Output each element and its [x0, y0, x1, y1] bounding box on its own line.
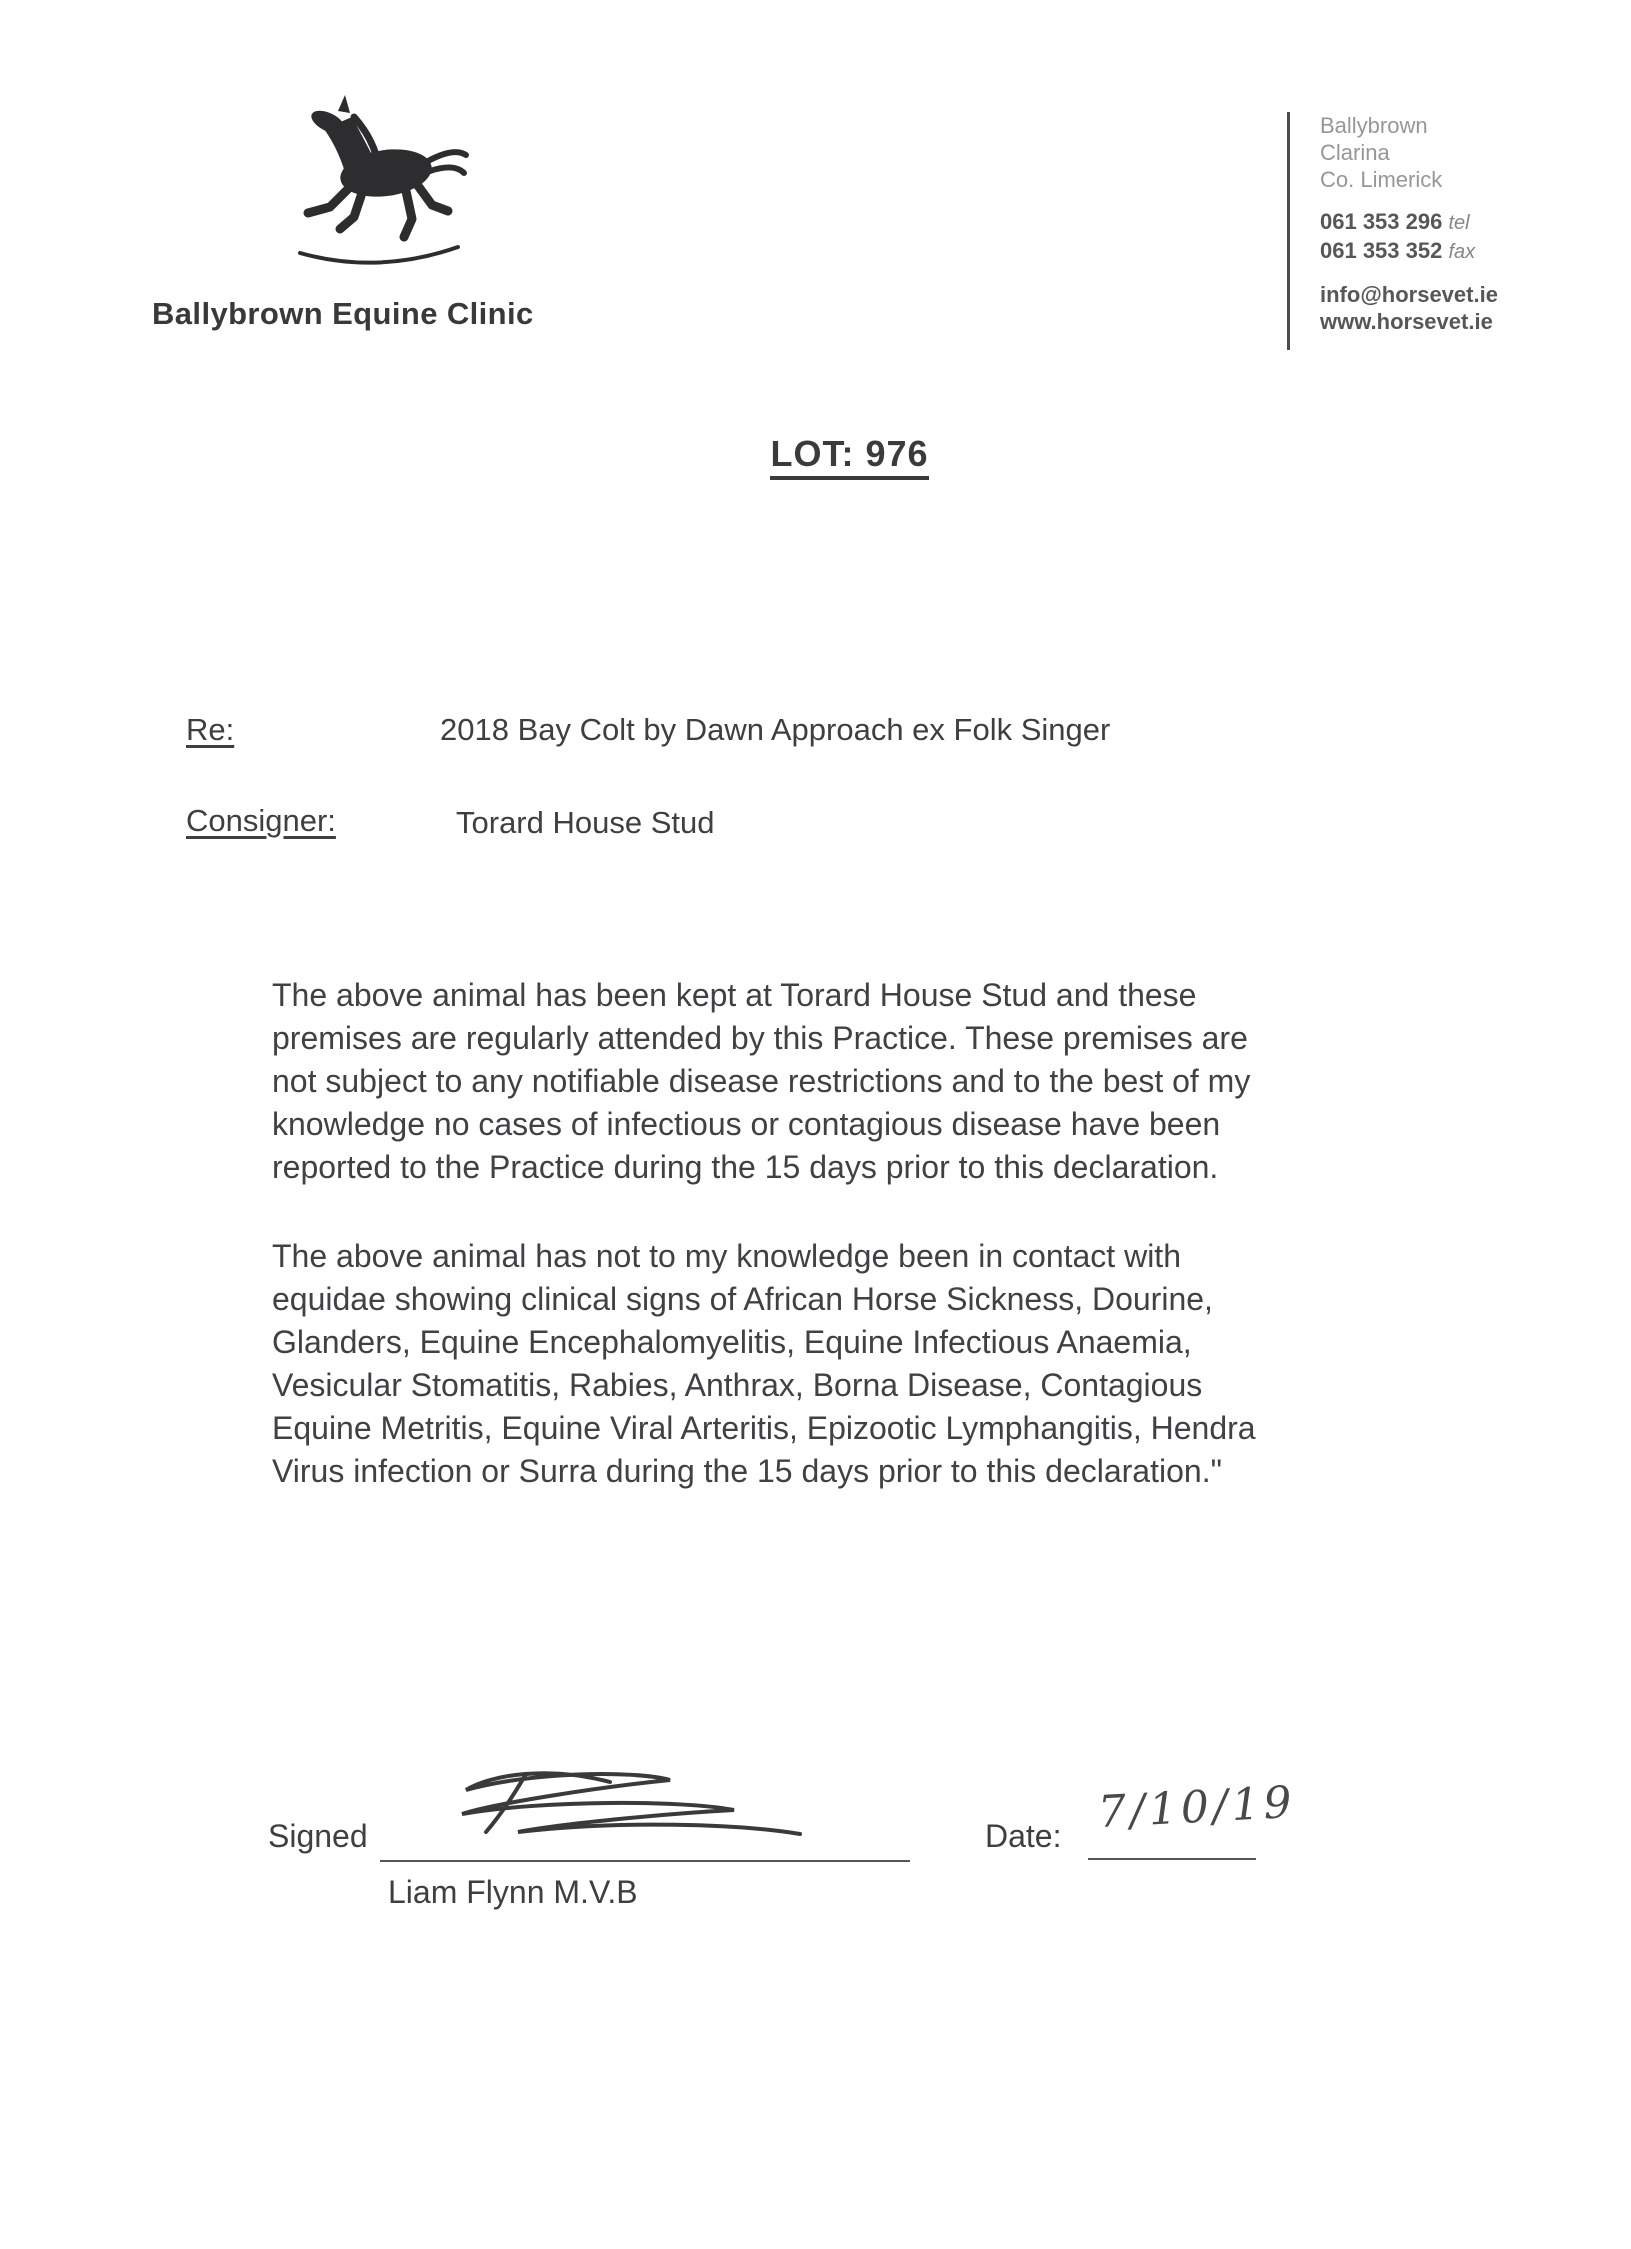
address-line-1: Ballybrown [1320, 113, 1428, 138]
signature-scrawl-icon [400, 1758, 840, 1868]
address-block [1320, 112, 1498, 193]
date-label: Date: [985, 1818, 1062, 1854]
phone-tel-number: 061 353 296 [1320, 209, 1443, 234]
declaration-body [272, 974, 1257, 1539]
clinic-name: Ballybrown Equine Clinic [152, 296, 534, 331]
phone-tel-label: tel [1448, 212, 1470, 234]
address-line-3: Co. Limerick [1320, 167, 1443, 192]
contact-divider [1287, 112, 1290, 350]
consigner-label: Consigner: [186, 803, 336, 838]
signed-label: Signed [268, 1818, 368, 1854]
declaration-paragraph-1: The above animal has been kept at Torard House Stud and these premises are regularly attended by this Practice. These premises are not subject to any notifiable disease restrictions and to the best of my knowledge no cases of infectious or contagious disease have been reported to the Practice during the 15 days prior to this declaration. [272, 977, 1251, 1185]
date-line [1088, 1858, 1256, 1860]
phone-fax [1320, 237, 1498, 266]
lot-title-row [34, 433, 1631, 480]
signatory-name: Liam Flynn M.V.B [388, 1874, 638, 1910]
online-block [1320, 281, 1498, 335]
re-value: 2018 Bay Colt by Dawn Approach ex Folk Singer [440, 712, 1111, 747]
horse-logo-icon [278, 86, 478, 276]
contact-block [1320, 112, 1498, 350]
contact-email: info@horsevet.ie [1320, 282, 1498, 307]
phone-tel [1320, 208, 1498, 237]
lot-title: LOT: 976 [770, 433, 928, 480]
re-label: Re: [186, 712, 235, 747]
contact-website: www.horsevet.ie [1320, 309, 1493, 334]
declaration-paragraph-2: The above animal has not to my knowledge been in contact with equidae showing clinical signs of African Horse Sickness, Dourine, Glanders, Equine Encephalomyelitis, Equine Infectious Anaemia, Vesicular Stomatitis, Rabies, Anthrax, Borna Disease, Contagious Equine Metritis, Equine Viral Arteritis, Epizootic Lymphangitis, Hendra Virus infection or Surra during the 15 days prior to this declaration." [272, 1238, 1256, 1489]
phone-fax-number: 061 353 352 [1320, 238, 1443, 263]
phone-fax-label: fax [1448, 241, 1476, 263]
address-line-2: Clarina [1320, 140, 1390, 165]
phone-block [1320, 208, 1498, 266]
date-value-handwritten: 7/10/19 [1096, 1776, 1297, 1839]
clinic-logo [278, 86, 478, 276]
consigner-value: Torard House Stud [456, 805, 715, 840]
